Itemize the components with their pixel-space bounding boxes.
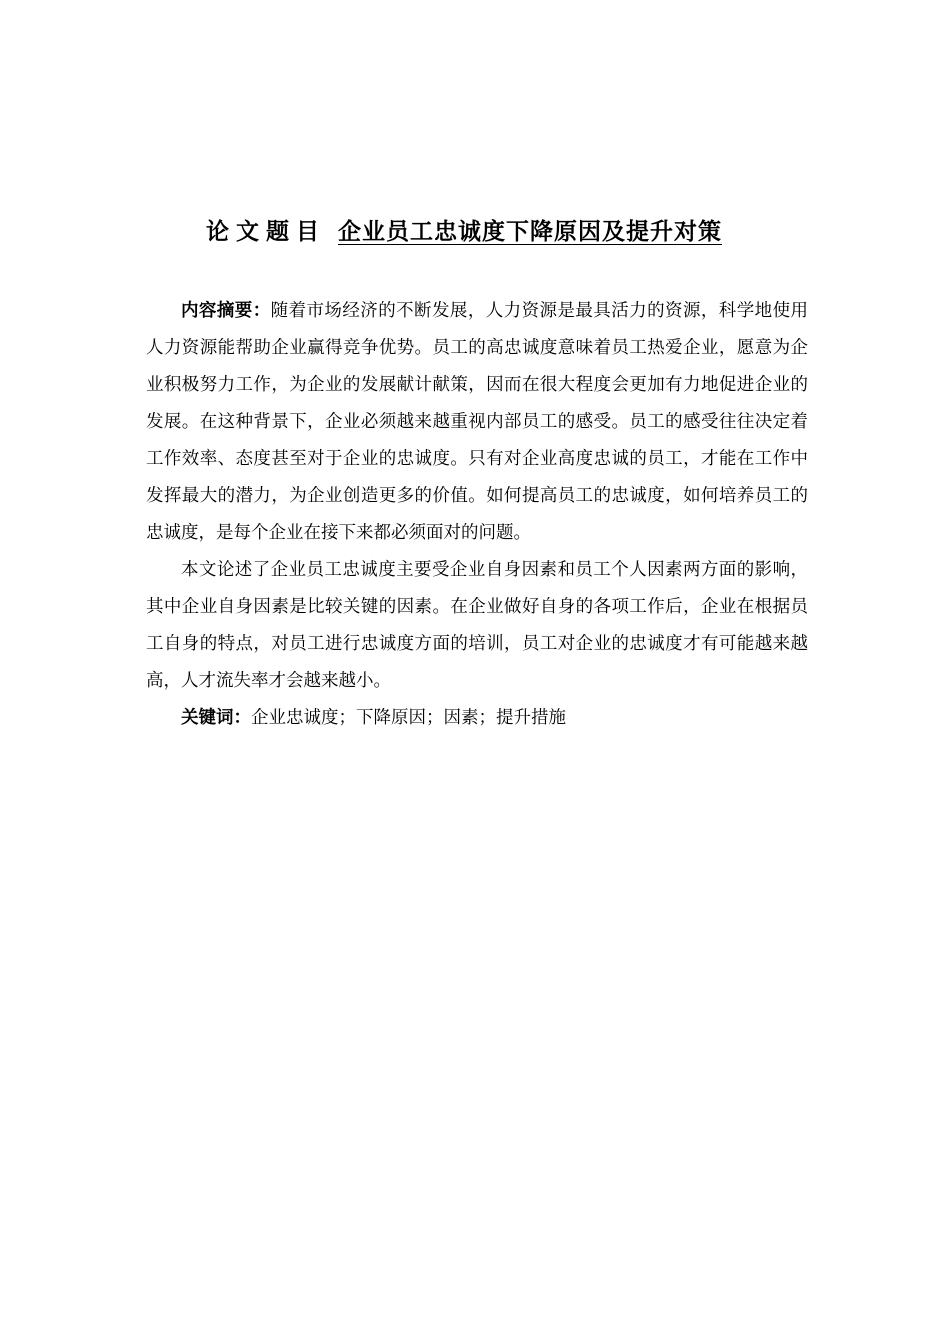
abstract-section — [146, 293, 808, 737]
keywords-label: 关键词： — [181, 708, 251, 728]
abstract-paragraph-1-text: 随着市场经济的不断发展，人力资源是最具活力的资源，科学地使用人力资源能帮助企业赢得竞争优势。员工的高忠诚度意味着员工热爱企业，愿意为企业积极努力工作，为企业的发展献计献策，因而在很大程度会更加有力地促进企业的发展。在这种背景下，企业必须越来越重视内部员工的感受。员工的感受往往决定着工作效率、态度甚至对于企业的忠诚度。只有对企业高度忠诚的员工，才能在工作中发挥最大的潜力，为企业创造更多的价值。如何提高员工的忠诚度，如何培养员工的忠诚度，是每个企业在接下来都必须面对的问题。 — [146, 301, 809, 543]
paper-title — [0, 214, 950, 250]
title-text: 企业员工忠诚度下降原因及提升对策 — [338, 218, 722, 245]
abstract-label: 内容摘要： — [181, 301, 271, 321]
abstract-paragraph-2-text: 本文论述了企业员工忠诚度主要受企业自身因素和员工个人因素两方面的影响，其中企业自身因素是比较关键的因素。在企业做好自身的各项工作后，企业在根据员工自身的特点，对员工进行忠诚度方面的培训，员工对企业的忠诚度才有可能越来越高，人才流失率才会越来越小。 — [146, 560, 808, 691]
title-label: 论文题目 — [205, 218, 326, 245]
keywords-line — [146, 700, 808, 737]
abstract-paragraph-2 — [146, 552, 808, 700]
keywords-text: 企业忠诚度；下降原因；因素；提升措施 — [251, 708, 566, 728]
abstract-paragraph-1 — [146, 293, 808, 552]
